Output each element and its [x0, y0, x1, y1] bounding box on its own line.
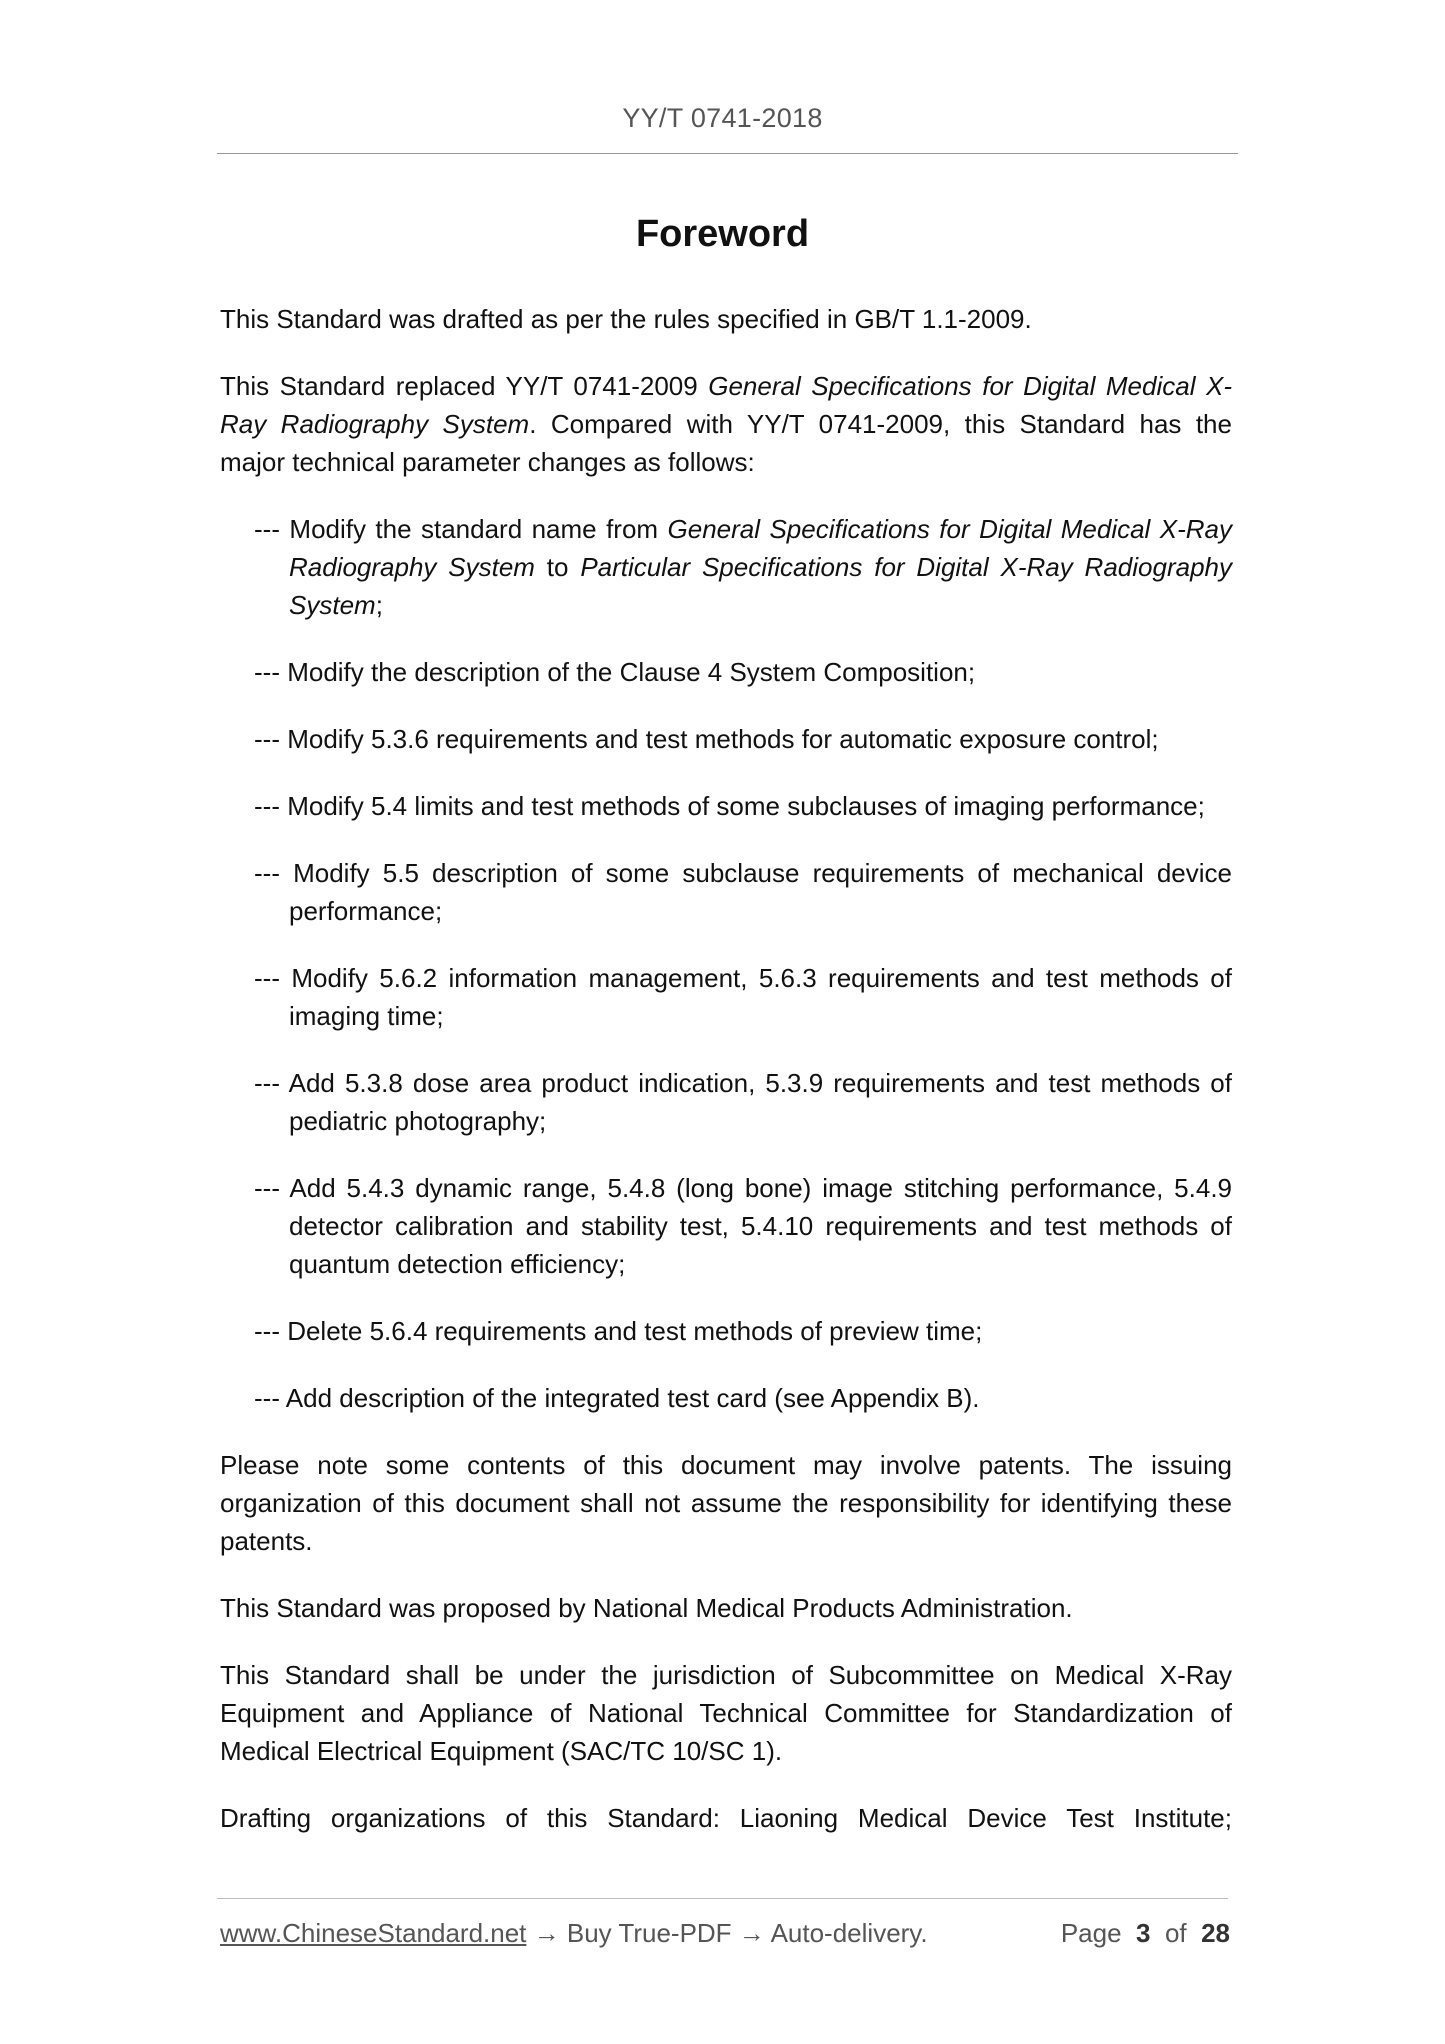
running-header: YY/T 0741-2018 — [622, 103, 823, 133]
page-number: Page 3 of 28 — [1060, 1918, 1230, 1948]
document-body — [220, 300, 1232, 1837]
list-item: --- Modify 5.6.2 information management, 5.6.3 requirements and test methods of imaging time; — [254, 963, 1232, 1031]
paragraph-patents: Please note some contents of this document may involve patents. The issuing organization of this document shall not assume the responsibility for identifying these patents. — [220, 1450, 1232, 1556]
list-item: --- Modify the description of the Clause 4 System Composition; — [254, 657, 976, 687]
paragraph-replacement: This Standard replaced YY/T 0741-2009 General Specifications for Digital Medical X-Ray Radiography System. Compared with YY/T 0741-2009, this Standard has the major technical parameter changes as follows: — [220, 371, 1232, 477]
header-divider — [217, 153, 1238, 154]
paragraph-drafting-organizations: Drafting organizations of this Standard: Liaoning Medical Device Test Institute; — [220, 1803, 1232, 1833]
footer-promo: www.ChineseStandard.net → Buy True-PDF → Auto-delivery. — [220, 1918, 928, 1948]
website-link[interactable]: www.ChineseStandard.net — [220, 1918, 527, 1948]
current-page: 3 — [1136, 1918, 1151, 1948]
paragraph-jurisdiction: This Standard shall be under the jurisdiction of Subcommittee on Medical X-Ray Equipment and Appliance of National Technical Committee for Standardization of Medical Electrical Equipment (SAC/TC 10/SC 1). — [220, 1660, 1232, 1766]
page-title: Foreword — [635, 213, 810, 255]
list-item: --- Add 5.4.3 dynamic range, 5.4.8 (long bone) image stitching performance, 5.4.9 detector calibration and stability test, 5.4.10 requirements and test methods of quantum detection efficiency; — [254, 1173, 1232, 1279]
page-footer — [220, 1918, 1230, 1958]
paragraph-drafting-rules: This Standard was drafted as per the rules specified in GB/T 1.1-2009. — [220, 304, 1032, 334]
list-item: --- Modify the standard name from General Specifications for Digital Medical X-Ray Radiography System to Particular Specifications for Digital X-Ray Radiography System; — [254, 514, 1233, 620]
list-item: --- Modify 5.4 limits and test methods of some subclauses of imaging performance; — [254, 791, 1205, 821]
list-item: --- Add description of the integrated test card (see Appendix B). — [254, 1383, 980, 1413]
list-item: --- Modify 5.5 description of some subclause requirements of mechanical device performance; — [254, 858, 1232, 926]
replaced-standard-title: General Specifications for Digital Medical X-Ray Radiography System — [220, 371, 1232, 439]
list-item: --- Modify 5.3.6 requirements and test methods for automatic exposure control; — [254, 724, 1159, 754]
list-item: --- Add 5.3.8 dose area product indication, 5.3.9 requirements and test methods of pediatric photography; — [254, 1068, 1232, 1136]
list-item: --- Delete 5.6.4 requirements and test methods of preview time; — [254, 1316, 983, 1346]
total-pages: 28 — [1201, 1918, 1230, 1948]
paragraph-proposed-by: This Standard was proposed by National Medical Products Administration. — [220, 1593, 1073, 1623]
footer-divider — [217, 1898, 1228, 1899]
